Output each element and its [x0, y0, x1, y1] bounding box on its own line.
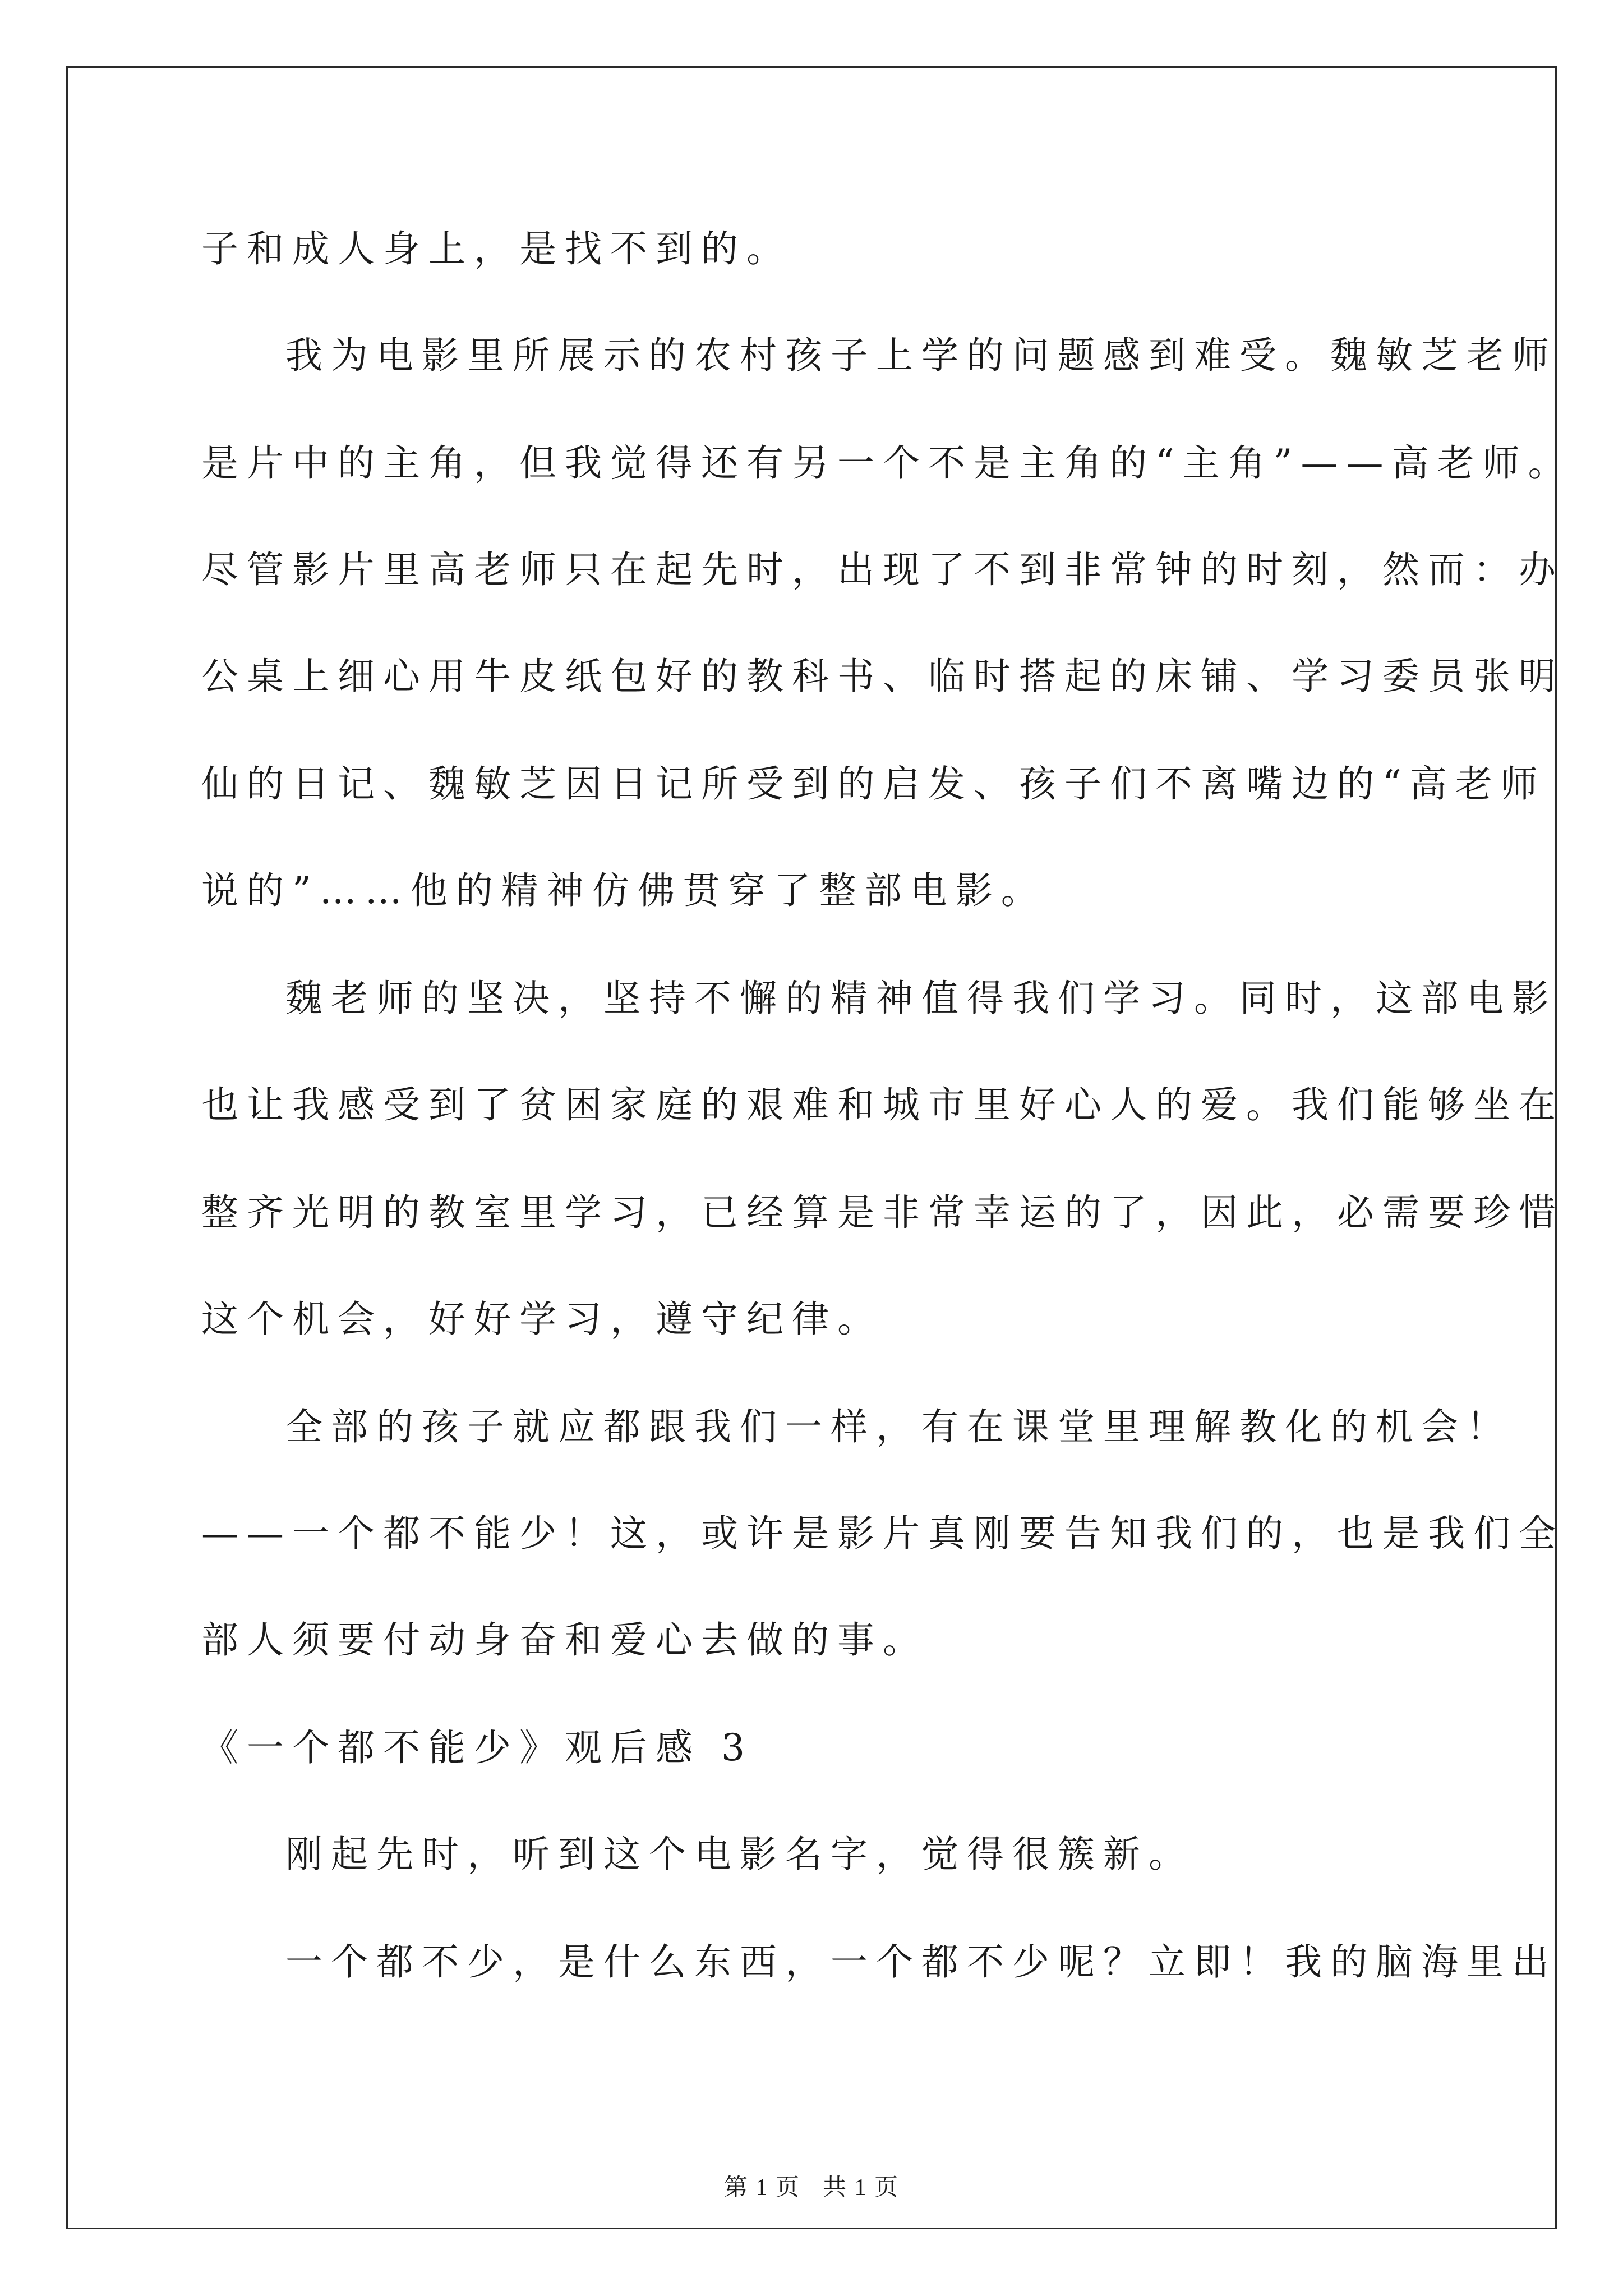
text-line: 子和成人身上，是找不到的。 [201, 227, 792, 270]
page-number: 第 1 页 [723, 2175, 800, 2201]
page-total: 共 1 页 [823, 2175, 900, 2201]
text-line: 公桌上细心用牛皮纸包好的教科书、临时搭起的床铺、学习委员张明 [201, 655, 1564, 698]
text-line: 魏老师的坚决，坚持不懈的精神值得我们学习。同时，这部电影 [285, 977, 1557, 1020]
text-line: 一个都不少，是什么东西，一个都不少呢？立即！我的脑海里出 [285, 1940, 1557, 1984]
text-line: 整齐光明的教室里学习，已经算是非常幸运的了，因此，必需要珍惜 [201, 1191, 1564, 1234]
text-line: 仙的日记、魏敏芝因日记所受到的启发、孩子们不离嘴边的“高老师 [201, 762, 1546, 806]
text-line: 我为电影里所展示的农村孩子上学的问题感到难受。魏敏芝老师 [285, 334, 1557, 377]
text-line: 说的”……他的精神仿佛贯穿了整部电影。 [201, 869, 1046, 912]
document-body [68, 68, 1574, 2228]
text-line: 部人须要付动身奋和爱心去做的事。 [201, 1618, 928, 1662]
text-line: 是片中的主角，但我觉得还有另一个不是主角的“主角”——高老师。 [201, 441, 1574, 485]
page-footer [68, 2169, 1555, 2202]
text-line: ——一个都不能少！这，或许是影片真刚要告知我们的，也是我们全 [201, 1512, 1564, 1555]
text-line: 尽管影片里高老师只在起先时，出现了不到非常钟的时刻，然而：办 [201, 548, 1564, 591]
text-line: 刚起先时，听到这个电影名字，觉得很簇新。 [285, 1833, 1194, 1876]
page-frame [66, 66, 1574, 2229]
text-line: 也让我感受到了贫困家庭的艰难和城市里好心人的爱。我们能够坐在 [201, 1083, 1564, 1126]
text-line: 这个机会，好好学习，遵守纪律。 [201, 1297, 883, 1341]
text-line: 全部的孩子就应都跟我们一样，有在课堂里理解教化的机会！ [285, 1405, 1512, 1448]
section-heading: 《一个都不能少》观后感 3 [201, 1726, 753, 1769]
